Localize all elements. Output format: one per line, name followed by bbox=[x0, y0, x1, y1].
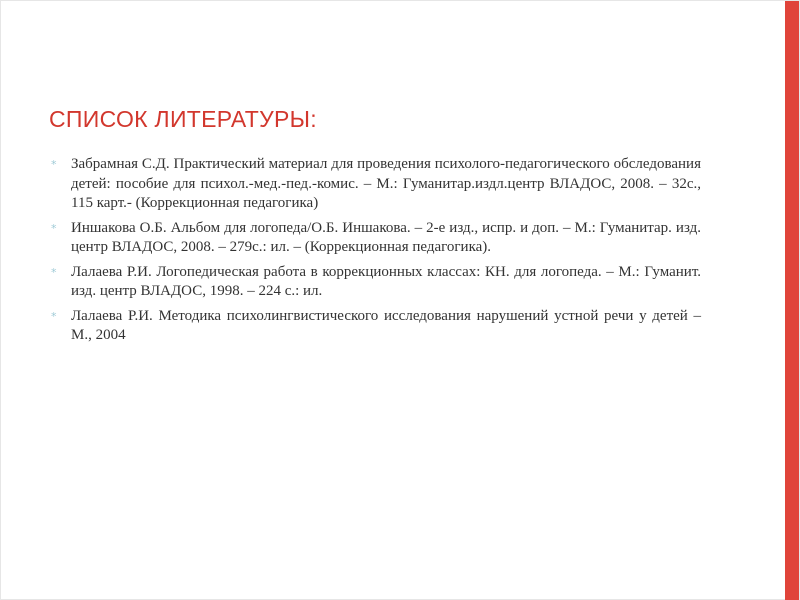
reference-text: Лалаева Р.И. Методика психолингвистического исследования нарушений устной речи у детей – М., 2004 bbox=[71, 307, 701, 343]
asterisk-bullet-icon: * bbox=[51, 158, 57, 171]
asterisk-bullet-icon: * bbox=[51, 221, 57, 235]
reference-text: Лалаева Р.И. Логопедическая работа в коррекционных классах: КН. для логопеда. – М.: Гуманит. изд. центр ВЛАДОС, 1998. – 224 с.: ил. bbox=[71, 263, 701, 299]
reference-item bbox=[49, 307, 701, 346]
reference-text: Иншакова О.Б. Альбом для логопеда/О.Б. Иншакова. – 2-е изд., испр. и доп. – М.: Гуманитар. изд. центр ВЛАДОС, 2008. – 279с.: ил. – (Коррекционная педагогика). bbox=[71, 219, 701, 255]
asterisk-bullet-icon: * bbox=[51, 309, 57, 323]
reference-text: Забрамная С.Д. Практический материал для проведения психолого-педагогического обследования детей: пособие для психол.-мед.-пед.-комис. – М.: Гуманитар.издл.центр ВЛАДОС, 2008. – 32с., 115 карт.- (Коррекционная педагогика) bbox=[71, 156, 701, 211]
reference-item bbox=[49, 155, 701, 214]
asterisk-bullet-icon: * bbox=[51, 265, 57, 279]
reference-list bbox=[49, 155, 701, 351]
reference-item bbox=[49, 263, 701, 302]
right-accent-bar bbox=[785, 1, 799, 600]
reference-item bbox=[49, 219, 701, 258]
slide-title: СПИСОК ЛИТЕРАТУРЫ: bbox=[49, 106, 317, 132]
